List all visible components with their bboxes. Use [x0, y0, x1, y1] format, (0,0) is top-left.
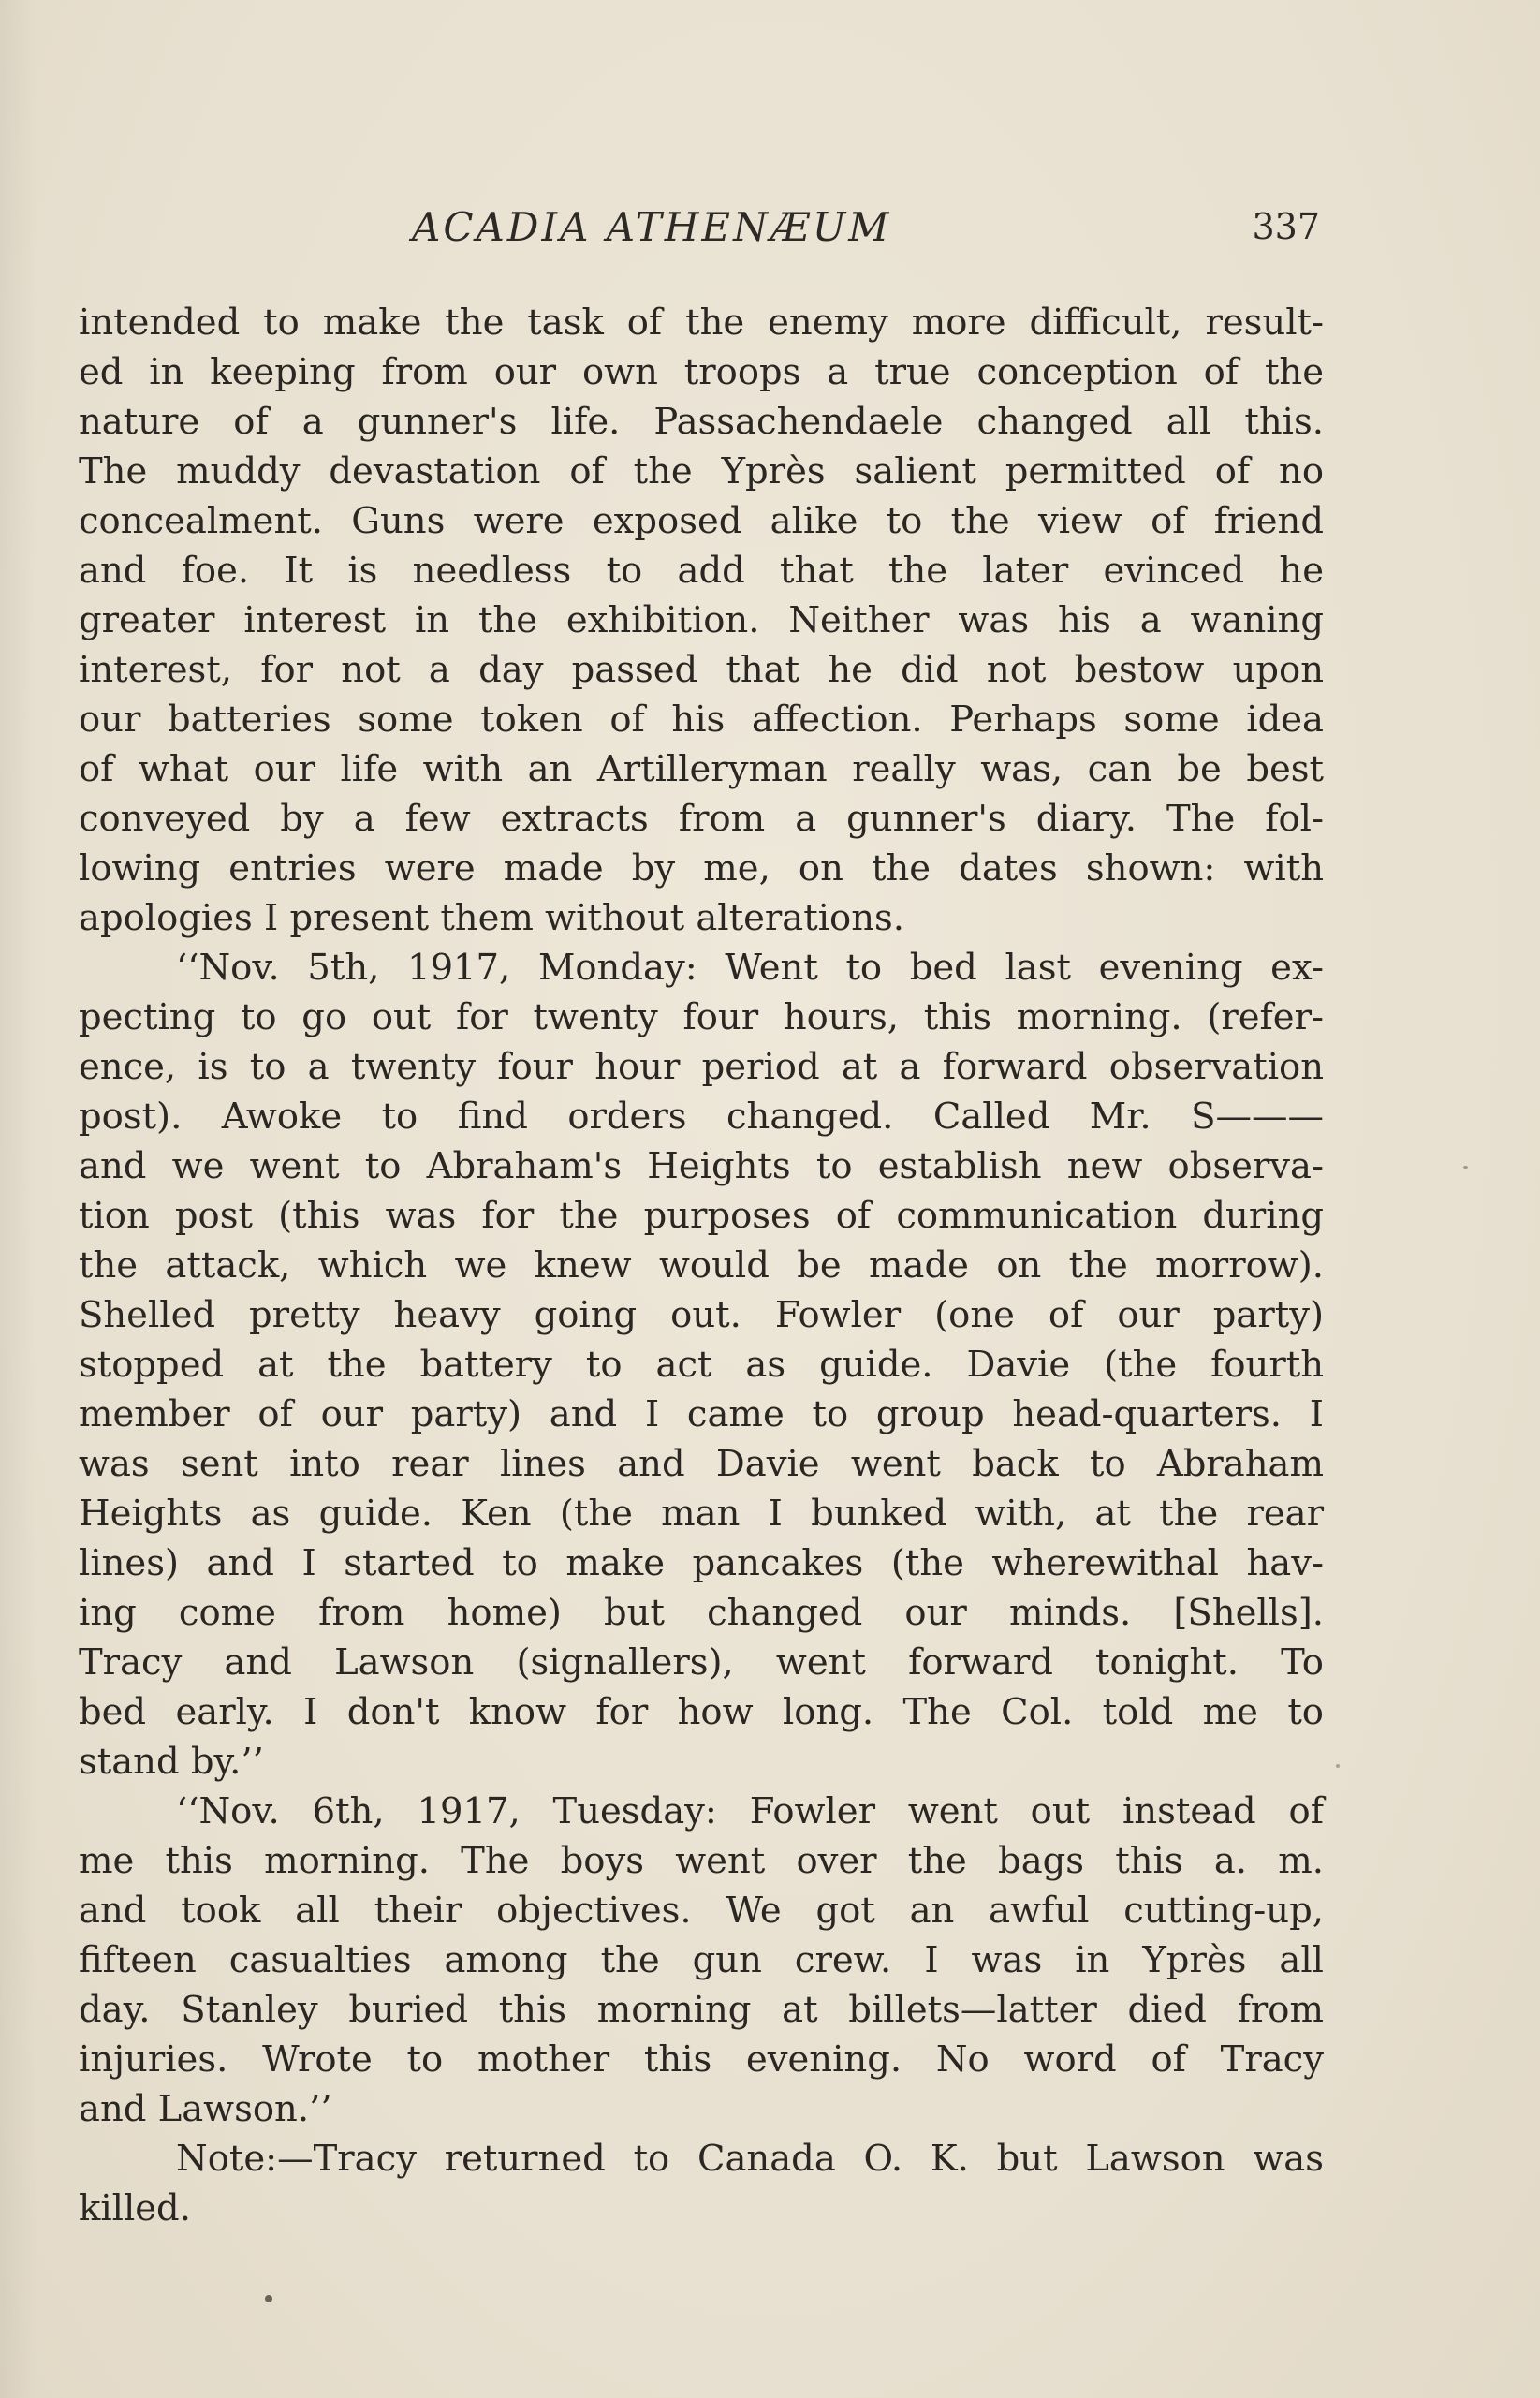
text-line: of what our life with an Artilleryman really was, can be best	[79, 748, 1324, 790]
text-line: lines) and I started to make pancakes (the wherewithal hav-	[79, 1542, 1324, 1584]
paper-speck	[1336, 1764, 1340, 1768]
text-line: killed.	[79, 2187, 191, 2229]
text-line: greater interest in the exhibition. Neither was his a waning	[79, 599, 1324, 641]
text-line: day. Stanley buried this morning at billets—latter died from	[79, 1989, 1324, 2031]
page-number: 337	[1252, 206, 1320, 247]
text-line: ‘‘Nov. 5th, 1917, Monday: Went to bed last evening ex-	[176, 947, 1324, 989]
paper-speck	[265, 2295, 272, 2302]
text-line: interest, for not a day passed that he did not bestow upon	[79, 649, 1324, 691]
paper-speck	[1463, 1166, 1468, 1169]
text-line: tion post (this was for the purposes of communication during	[79, 1195, 1324, 1237]
text-line: nature of a gunner's life. Passachendaele changed all this.	[79, 401, 1324, 443]
text-line: and Lawson.’’	[79, 2088, 332, 2130]
text-line: pecting to go out for twenty four hours, this morning. (refer-	[79, 996, 1324, 1038]
running-title: ACADIA ATHENÆUM	[412, 204, 892, 250]
text-line: fifteen casualties among the gun crew. I was in Yprès all	[79, 1939, 1324, 1981]
text-line: Heights as guide. Ken (the man I bunked with, at the rear	[79, 1493, 1324, 1535]
text-line: stand by.’’	[79, 1741, 264, 1783]
text-line: ing come from home) but changed our minds. [Shells].	[79, 1592, 1324, 1634]
text-line: Tracy and Lawson (signallers), went forward tonight. To	[79, 1641, 1324, 1684]
text-line: ed in keeping from our own troops a true conception of the	[79, 351, 1324, 393]
text-line: The muddy devastation of the Yprès salient permitted of no	[79, 450, 1324, 493]
text-line: conveyed by a few extracts from a gunner's diary. The fol-	[79, 798, 1324, 840]
text-line: was sent into rear lines and Davie went back to Abraham	[79, 1443, 1324, 1485]
text-line: intended to make the task of the enemy more difficult, result-	[79, 302, 1324, 344]
text-line: concealment. Guns were exposed alike to the view of friend	[79, 500, 1324, 542]
text-line: our batteries some token of his affection. Perhaps some idea	[79, 699, 1324, 741]
text-line: and we went to Abraham's Heights to establish new observa-	[79, 1145, 1324, 1187]
text-line: Shelled pretty heavy going out. Fowler (one of our party)	[79, 1294, 1324, 1336]
text-line: and took all their objectives. We got an awful cutting-up,	[79, 1890, 1324, 1932]
text-line: apologies I present them without alterations.	[79, 897, 904, 939]
text-line: post). Awoke to find orders changed. Called Mr. S———	[79, 1096, 1324, 1138]
text-line: me this morning. The boys went over the bags this a. m.	[79, 1840, 1324, 1882]
text-line: and foe. It is needless to add that the later evinced he	[79, 550, 1324, 592]
page-header	[0, 204, 1540, 260]
text-line: the attack, which we knew would be made on the morrow).	[79, 1244, 1324, 1287]
text-line: Note:—Tracy returned to Canada O. K. but Lawson was	[176, 2138, 1324, 2180]
text-line: injuries. Wrote to mother this evening. No word of Tracy	[79, 2038, 1324, 2081]
article-body	[79, 298, 1324, 2233]
text-line: ence, is to a twenty four hour period at a forward observation	[79, 1046, 1324, 1088]
text-line: member of our party) and I came to group head-quarters. I	[79, 1393, 1324, 1435]
text-line: bed early. I don't know for how long. The Col. told me to	[79, 1691, 1324, 1733]
text-line: stopped at the battery to act as guide. Davie (the fourth	[79, 1344, 1324, 1386]
text-line: ‘‘Nov. 6th, 1917, Tuesday: Fowler went out instead of	[176, 1790, 1324, 1832]
text-line: lowing entries were made by me, on the dates shown: with	[79, 847, 1324, 890]
